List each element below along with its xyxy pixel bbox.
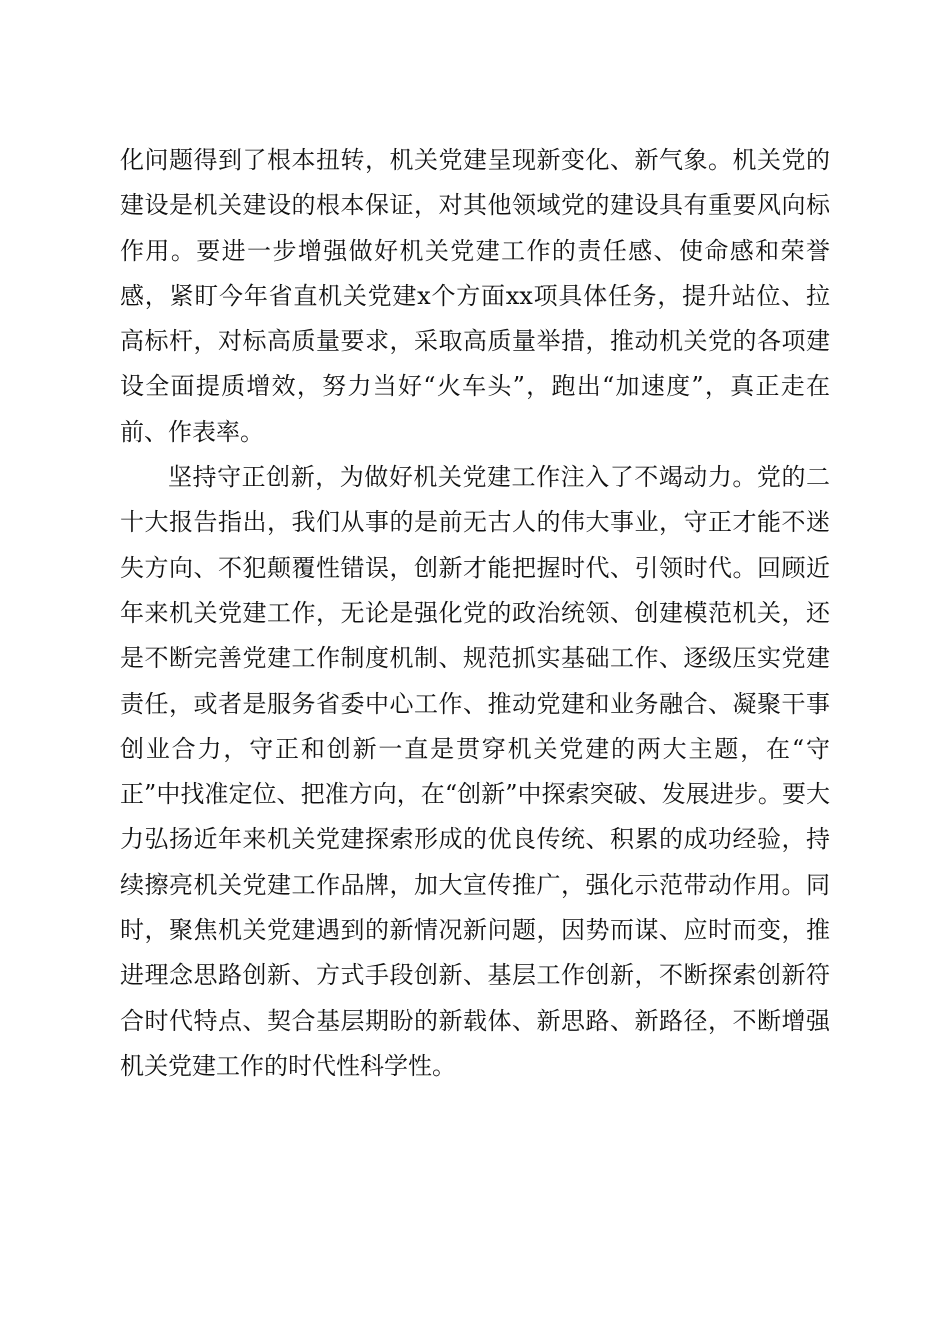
document-body bbox=[120, 138, 830, 1089]
paragraph-shouzheng-chuangxin: 坚持守正创新，为做好机关党建工作注入了不竭动力。党的二十大报告指出，我们从事的是前无古人的伟大事业，守正才能不迷失方向、不犯颠覆性错误，创新才能把握时代、引领时代。回顾近年来机关党建工作，无论是强化党的政治统领、创建模范机关，还是不断完善党建工作制度机制、规范抓实基础工作、逐级压实党建责任，或者是服务省委中心工作、推动党建和业务融合、凝聚干事创业合力，守正和创新一直是贯穿机关党建的两大主题，在“守正”中找准定位、把准方向，在“创新”中探索突破、发展进步。要大力弘扬近年来机关党建探索形成的优良传统、积累的成功经验，持续擦亮机关党建工作品牌，加大宣传推广，强化示范带动作用。同时，聚焦机关党建遇到的新情况新问题，因势而谋、应时而变，推进理念思路创新、方式手段创新、基层工作创新，不断探索创新符合时代特点、契合基层期盼的新载体、新思路、新路径，不断增强机关党建工作的时代性科学性。 bbox=[120, 463, 830, 1080]
paragraph-continuation: 化问题得到了根本扭转，机关党建呈现新变化、新气象。机关党的建设是机关建设的根本保证，对其他领域党的建设具有重要风向标作用。要进一步增强做好机关党建工作的责任感、使命感和荣誉感，紧盯今年省直机关党建x个方面xx项具体任务，提升站位、拉高标杆，对标高质量要求，采取高质量举措，推动机关党的各项建设全面提质增效，努力当好“火车头”，跑出“加速度”，真正走在前、作表率。 bbox=[120, 146, 830, 446]
